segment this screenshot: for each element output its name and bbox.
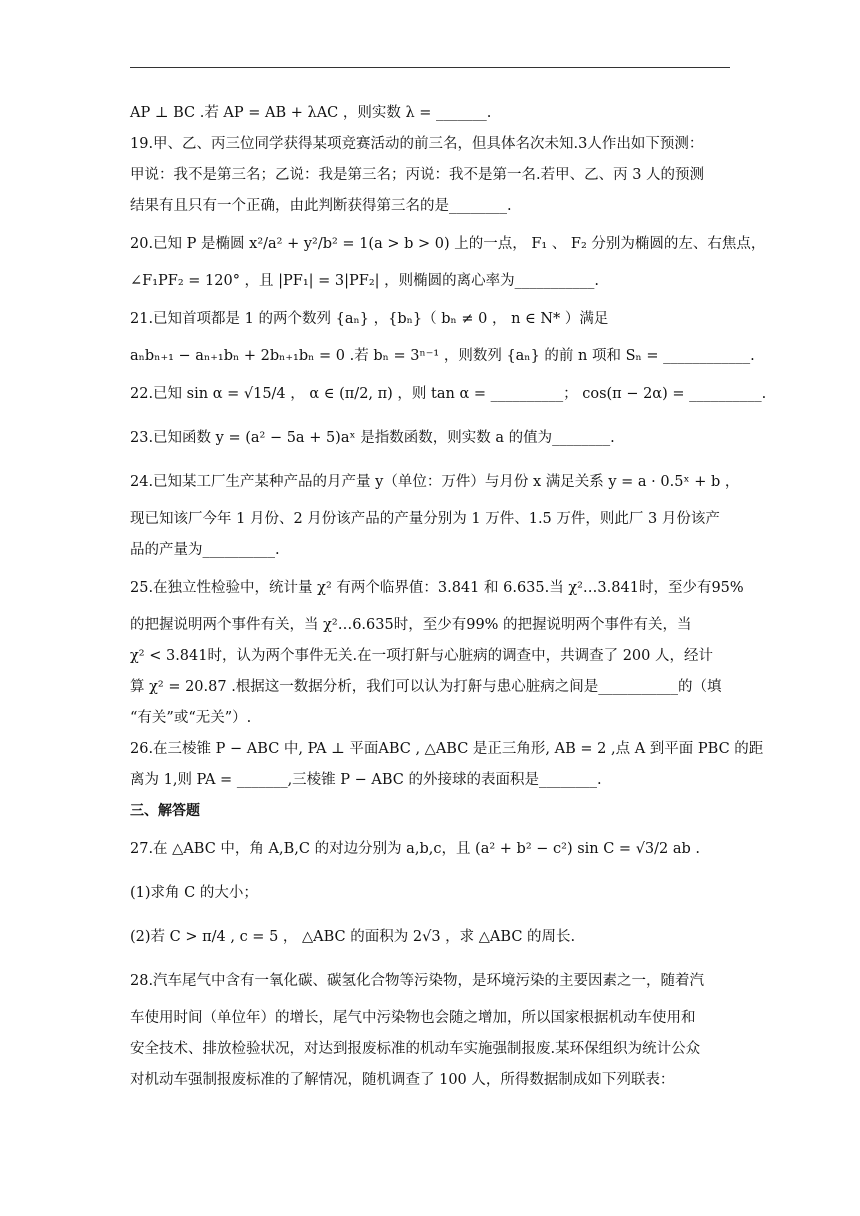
- q22-line-1: 22.已知 sin α = √15/4 ， α ∈ (π/2, π) ，则 tan α = __________； cos(π − 2α) = __________.: [130, 386, 767, 402]
- q18-tail: AP ⊥ BC .若 AP = AB + λAC ，则实数 λ = _______.: [130, 105, 492, 121]
- q25-line-3: χ² < 3.841时，认为两个事件无关.在一项打鼾与心脏病的调查中，共调查了 200 人，经计: [130, 648, 713, 664]
- header-rule: [130, 67, 730, 68]
- q25-line-5: “有关”或“无关”）.: [130, 710, 252, 726]
- q25-line-1: 25.在独立性检验中，统计量 χ² 有两个临界值：3.841 和 6.635.当 χ²…3.841时，至少有95%: [130, 580, 744, 596]
- q24-line-2: 现已知该厂今年 1 月份、2 月份该产品的产量分别为 1 万件、1.5 万件，则此厂 3 月份该产: [130, 511, 720, 527]
- q20-line-2: ∠F₁PF₂ = 120° ，且 |PF₁| = 3|PF₂| ，则椭圆的离心率为___________.: [130, 273, 600, 289]
- q20-line-1: 20.已知 P 是椭圆 x²/a² + y²/b² = 1(a > b > 0) 上的一点， F₁ 、 F₂ 分别为椭圆的左、右焦点，: [130, 236, 766, 252]
- q19-line-1: 19.甲、乙、丙三位同学获得某项竞赛活动的前三名，但具体名次未知.3人作出如下预测：: [130, 136, 704, 152]
- q28-line-4: 对机动车强制报废标准的了解情况，随机调查了 100 人，所得数据制成如下列联表：: [130, 1072, 675, 1088]
- q28-line-2: 车使用时间（单位年）的增长，尾气中污染物也会随之增加，所以国家根据机动车使用和: [130, 1010, 696, 1026]
- q24-line-1: 24.已知某工厂生产某种产品的月产量 y（单位：万件）与月份 x 满足关系 y = a · 0.5ˣ + b ，: [130, 474, 740, 490]
- q21-line-2: aₙbₙ₊₁ − aₙ₊₁bₙ + 2bₙ₊₁bₙ = 0 .若 bₙ = 3ⁿ⁻¹ ，则数列 {aₙ} 的前 n 项和 Sₙ = ____________.: [130, 348, 755, 364]
- q24-line-3: 品的产量为__________.: [130, 542, 280, 558]
- q25-line-2: 的把握说明两个事件有关，当 χ²…6.635时，至少有99% 的把握说明两个事件有关，当: [130, 617, 692, 633]
- q27-part-2: (2)若 C > π/4 , c = 5 ， △ABC 的面积为 2√3 ，求 △ABC 的周长.: [130, 929, 576, 945]
- q26-line-2: 离为 1,则 PA = _______,三棱锥 P − ABC 的外接球的表面积是________.: [130, 772, 602, 788]
- q23-line-1: 23.已知函数 y = (a² − 5a + 5)aˣ 是指数函数，则实数 a 的值为________.: [130, 430, 615, 446]
- section-title-answers: 三、解答题: [130, 803, 200, 819]
- q27-part-1: (1)求角 C 的大小；: [130, 885, 258, 901]
- q19-line-3: 结果有且只有一个正确，由此判断获得第三名的是________.: [130, 198, 512, 214]
- q25-line-4: 算 χ² = 20.87 .根据这一数据分析，我们可以认为打鼾与患心脏病之间是___________的（填: [130, 679, 722, 695]
- q27-line-1: 27.在 △ABC 中，角 A,B,C 的对边分别为 a,b,c，且 (a² + b² − c²) sin C = √3/2 ab .: [130, 841, 701, 857]
- q28-line-3: 安全技术、排放检验状况，对达到报废标准的机动车实施强制报废.某环保组织为统计公众: [130, 1041, 701, 1057]
- q21-line-1: 21.已知首项都是 1 的两个数列 {aₙ} ，{bₙ}（ bₙ ≠ 0 ， n ∈ N* ）满足: [130, 311, 609, 327]
- q26-line-1: 26.在三棱锥 P − ABC 中, PA ⊥ 平面ABC , △ABC 是正三角形, AB = 2 ,点 A 到平面 PBC 的距: [130, 741, 764, 757]
- document-body: [130, 98, 767, 1096]
- q28-line-1: 28.汽车尾气中含有一氧化碳、碳氢化合物等污染物，是环境污染的主要因素之一，随着汽: [130, 973, 705, 989]
- q19-line-2: 甲说：我不是第三名；乙说：我是第三名；丙说：我不是第一名.若甲、乙、丙 3 人的预测: [130, 167, 705, 183]
